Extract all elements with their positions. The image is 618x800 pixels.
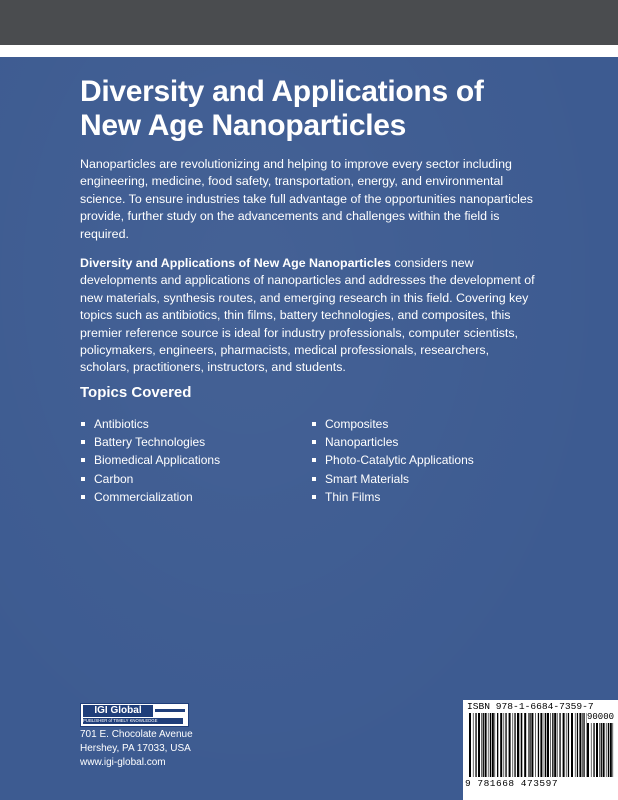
barcode-bar — [495, 713, 496, 777]
barcode-bar — [583, 713, 584, 777]
igi-global-logo — [80, 703, 189, 727]
barcode-bar — [550, 713, 551, 777]
topics-list-left — [80, 415, 220, 506]
barcode-bar — [591, 723, 592, 777]
barcode-addon-digits: 90000 — [587, 712, 615, 722]
barcode-bar — [528, 713, 529, 777]
barcode-bar — [540, 713, 542, 777]
topic-item: Battery Technologies — [80, 433, 220, 451]
barcode-bar — [538, 713, 539, 777]
publisher-address — [80, 728, 193, 770]
topic-item: Smart Materials — [311, 470, 474, 488]
topic-item: Commercialization — [80, 488, 220, 506]
barcode-bar — [579, 713, 581, 777]
barcode-bar — [473, 713, 474, 777]
barcode-bar — [575, 713, 576, 777]
barcode-bar — [520, 713, 521, 777]
barcode-bar — [481, 713, 482, 777]
address-line-city: Hershey, PA 17033, USA — [80, 743, 191, 754]
paragraph-2-text: considers new developments and applications of nanoparticles and addresses the development of new materials, synthesis routes, and emerging research in this field. Covering key topics such as antibiotics, thin films, battery technologies, and composites, this premier reference source is ideal for industry professionals, computer scientists, policymakers, engineers, pharmacists, medical professionals, researchers, scholars, practitioners, instructors, and students. — [80, 256, 535, 375]
top-dark-bar — [0, 0, 618, 45]
barcode-bar — [566, 713, 567, 777]
barcode-bar — [535, 713, 536, 777]
topic-item: Photo-Catalytic Applications — [311, 451, 474, 469]
barcode-bar — [488, 713, 489, 777]
book-title — [80, 75, 580, 143]
barcode-bar — [475, 713, 476, 777]
barcode-bar — [504, 713, 505, 777]
barcode-bars — [469, 713, 587, 777]
barcode-bar — [606, 723, 607, 777]
barcode-bar — [485, 713, 487, 777]
barcode-bar — [517, 713, 519, 777]
barcode-bar — [571, 713, 573, 777]
barcode-bar — [500, 713, 502, 777]
barcode-bar — [596, 723, 598, 777]
barcode-bar — [531, 713, 533, 777]
barcode-bar — [599, 723, 600, 777]
barcode-bar — [545, 713, 546, 777]
barcode-bar — [547, 713, 549, 777]
barcode-bar — [608, 723, 609, 777]
barcode-bar — [469, 713, 471, 777]
logo-tagline: PUBLISHER of TIMELY KNOWLEDGE — [83, 718, 183, 724]
book-back-cover — [0, 57, 618, 800]
barcode-bar — [478, 713, 480, 777]
barcode-bar — [524, 713, 526, 777]
topics-heading: Topics Covered — [80, 384, 192, 401]
barcode-bar — [593, 723, 594, 777]
barcode-bar — [513, 713, 514, 777]
topics-list-right — [311, 415, 474, 506]
barcode-bar — [492, 713, 494, 777]
barcode-addon-bars — [587, 723, 615, 777]
barcode-bar — [610, 723, 612, 777]
barcode-bar — [490, 713, 491, 777]
description-paragraph-1: Nanoparticles are revolutionizing and helping to improve every sector including engineering, medicine, food safety, transportation, energy, and environmental science. To ensure industries take full advantage of the opportunities nanoparticles provide, further study on the advancements and challenges within the field is required. — [80, 157, 534, 241]
barcode-bar — [521, 713, 522, 777]
topic-item: Biomedical Applications — [80, 451, 220, 469]
topic-item: Nanoparticles — [311, 433, 474, 451]
barcode-digits: 9 781668 473597 — [465, 778, 559, 789]
barcode-bar — [554, 713, 556, 777]
barcode-bar — [544, 713, 545, 777]
barcode-bar — [603, 723, 605, 777]
barcode-bar — [552, 713, 553, 777]
description-paragraph-2 — [80, 255, 540, 377]
topic-item: Composites — [311, 415, 474, 433]
address-line-website: www.igi-global.com — [80, 757, 166, 768]
book-title-line-1: Diversity and Applications of — [80, 75, 484, 108]
barcode-bar — [514, 713, 515, 777]
barcode-bar — [483, 713, 484, 777]
topic-item: Antibiotics — [80, 415, 220, 433]
paragraph-2-bold-title: Diversity and Applications of New Age Nanoparticles — [80, 256, 391, 270]
barcode-bar — [563, 713, 565, 777]
top-white-strip — [0, 45, 618, 57]
book-title-line-2: New Age Nanoparticles — [80, 109, 407, 142]
barcode-bar — [497, 713, 498, 777]
barcode-bar — [529, 713, 530, 777]
isbn-barcode — [463, 700, 618, 800]
barcode-bar — [587, 723, 589, 777]
barcode-bar — [505, 713, 506, 777]
topic-item: Thin Films — [311, 488, 474, 506]
barcode-bar — [557, 713, 558, 777]
barcode-bar — [568, 713, 569, 777]
isbn-label: ISBN 978-1-6684-7359-7 — [467, 701, 594, 712]
barcode-bar — [601, 723, 602, 777]
logo-stripe — [155, 709, 185, 712]
topic-item: Carbon — [80, 470, 220, 488]
logo-wordmark: IGI Global — [83, 705, 153, 717]
barcode-bar — [559, 713, 560, 777]
barcode-bar — [577, 713, 578, 777]
address-line-street: 701 E. Chocolate Avenue — [80, 729, 193, 740]
barcode-bar — [509, 713, 511, 777]
barcode-bar — [582, 713, 583, 777]
barcode-bar — [613, 723, 614, 777]
